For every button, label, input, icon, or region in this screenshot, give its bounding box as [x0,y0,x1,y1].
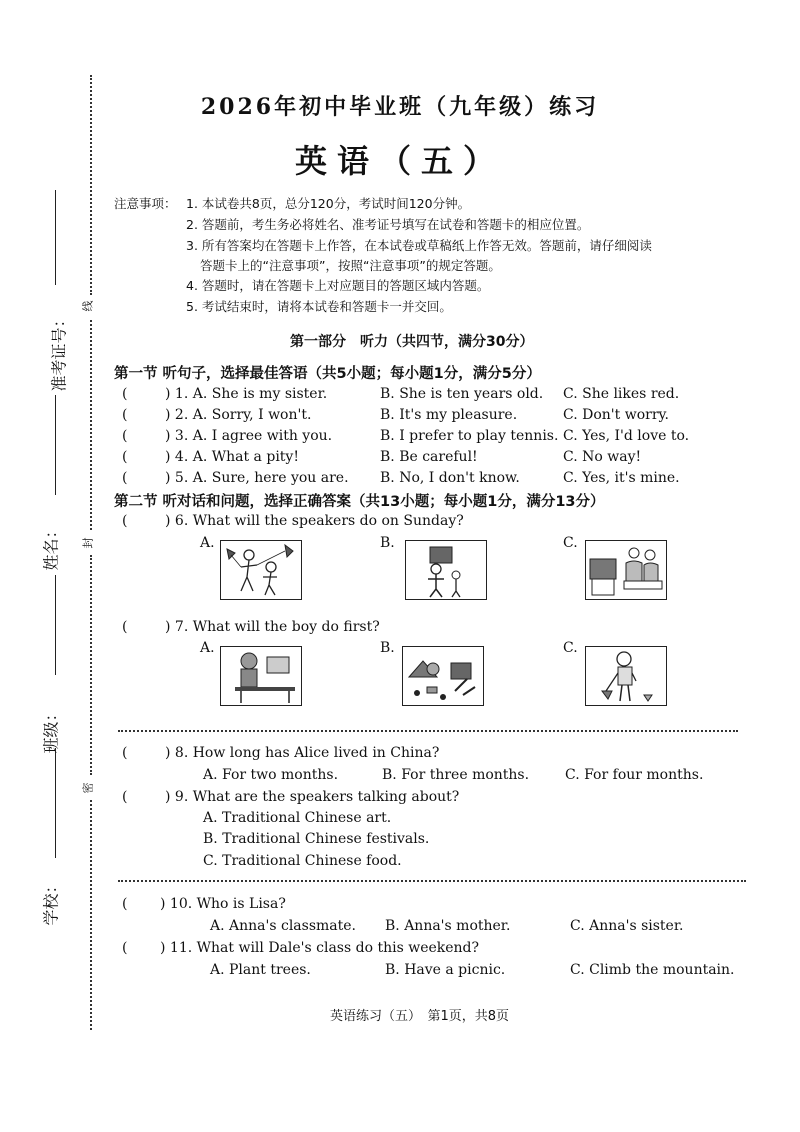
messy-room-picture-icon [403,647,483,705]
section2-title: 第二节 听对话和问题，选择正确答案（共13小题；每小题1分，满分13分） [114,494,605,510]
q4-option-c: C. No way! [563,449,642,465]
q8-option-c: C. For four months. [565,767,704,783]
q6-image-c[interactable] [585,540,667,600]
q2-option-b: B. It's my pleasure. [380,407,518,423]
q7-image-a[interactable] [220,646,302,706]
q11-question: ) 11. What will Dale's class do this weekend? [160,940,480,956]
name-line [55,575,56,675]
q4-option-b: B. Be careful! [380,449,478,465]
note-item-3: 3. 所有答案均在答题卡上作答，在本试卷或草稿纸上作答无效。答题前，请仔细阅读 [186,238,652,253]
q1-paren[interactable]: ( [122,386,128,402]
q8-option-a: A. For two months. [203,767,339,783]
school-label: 学校： [41,877,61,926]
note-item-4: 4. 答题时，请在答题卡上对应题目的答题区域内答题。 [186,278,490,293]
q9-question: ) 9. What are the speakers talking about? [165,789,460,805]
q11-option-a: A. Plant trees. [210,962,311,978]
q2-option-a: ) 2. A. Sorry, I won't. [165,407,312,423]
name-label: 姓名： [41,522,61,571]
page-footer: 英语练习（五） 第1页，共8页 [330,1009,510,1024]
part1-title: 第一部分 听力（共四节，满分30分） [290,334,534,350]
q5-option-a: ) 5. A. Sure, here you are. [165,470,349,486]
boy-sweeping-picture-icon [586,647,666,705]
note-item-1: 1. 本试卷共8页，总分120分，考试时间120分钟。 [186,196,471,211]
note-item-2: 2. 答题前，考生务必将姓名、准考证号填写在试卷和答题卡的相应位置。 [186,217,590,232]
q10-option-c: C. Anna's sister. [570,918,684,934]
q6-question: ) 6. What will the speakers do on Sunday? [165,513,464,529]
q6-image-b[interactable] [405,540,487,600]
seal-dotted-line-2 [90,320,92,530]
q4-paren[interactable]: ( [122,449,128,465]
exam-title: 2026年初中毕业班（九年级）练习 [200,94,600,120]
q8-paren[interactable]: ( [122,745,128,761]
exam-number-label: 准考证号： [49,311,69,392]
class-label: 班级： [41,705,61,754]
seal-mark: 封 [81,537,95,549]
divider-dots-2 [118,880,746,882]
q1-option-c: C. She likes red. [563,386,680,402]
q4-option-a: ) 4. A. What a pity! [165,449,299,465]
q9-option-b: B. Traditional Chinese festivals. [203,831,430,847]
q9-option-c: C. Traditional Chinese food. [203,853,402,869]
q7-question: ) 7. What will the boy do first? [165,619,380,635]
q9-option-a: A. Traditional Chinese art. [203,810,392,826]
q1-option-a: ) 1. A. She is my sister. [165,386,328,402]
q3-option-b: B. I prefer to play tennis. [380,428,559,444]
kite-flying-picture-icon [221,541,301,599]
q11-paren[interactable]: ( [122,940,128,956]
q1-option-b: B. She is ten years old. [380,386,544,402]
divider-dots-1 [118,730,738,732]
q6-image-a[interactable] [220,540,302,600]
family-tv-picture-icon [586,541,666,599]
q6-letter-b: B. [380,535,395,551]
seal-dotted-line-4 [90,800,92,1030]
secret-mark: 密 [81,782,95,794]
q7-letter-a: A. [200,640,215,656]
notes-label: 注意事项： [114,196,177,211]
q11-option-c: C. Climb the mountain. [570,962,735,978]
name-line-top [55,395,56,495]
q7-image-b[interactable] [402,646,484,706]
q8-option-b: B. For three months. [382,767,530,783]
q7-paren[interactable]: ( [122,619,128,635]
section1-title: 第一节 听句子，选择最佳答语（共5小题；每小题1分，满分5分） [114,366,541,382]
q6-letter-a: A. [200,535,215,551]
note-item-3-cont: 答题卡上的“注意事项”，按照“注意事项”的规定答题。 [200,258,501,273]
q2-paren[interactable]: ( [122,407,128,423]
q10-paren[interactable]: ( [122,896,128,912]
seal-dotted-line-3 [90,555,92,775]
q6-paren[interactable]: ( [122,513,128,529]
q8-question: ) 8. How long has Alice lived in China? [165,745,440,761]
line-mark: 线 [81,300,95,312]
exam-number-line [55,190,56,285]
q5-option-b: B. No, I don't know. [380,470,520,486]
q3-option-c: C. Yes, I'd love to. [563,428,690,444]
watching-picture-icon [406,541,486,599]
q3-paren[interactable]: ( [122,428,128,444]
q10-option-b: B. Anna's mother. [385,918,511,934]
class-line [55,748,56,858]
q5-option-c: C. Yes, it's mine. [563,470,680,486]
q10-question: ) 10. Who is Lisa? [160,896,286,912]
note-item-5: 5. 考试结束时，请将本试卷和答题卡一并交回。 [186,299,452,314]
q11-option-b: B. Have a picnic. [385,962,506,978]
q7-letter-b: B. [380,640,395,656]
q3-option-a: ) 3. A. I agree with you. [165,428,333,444]
q7-image-c[interactable] [585,646,667,706]
q10-option-a: A. Anna's classmate. [210,918,357,934]
q5-paren[interactable]: ( [122,470,128,486]
q6-letter-c: C. [563,535,578,551]
q9-paren[interactable]: ( [122,789,128,805]
boy-computer-picture-icon [221,647,301,705]
q7-letter-c: C. [563,640,578,656]
q2-option-c: C. Don't worry. [563,407,670,423]
subject-title: 英语（五） [294,142,505,180]
